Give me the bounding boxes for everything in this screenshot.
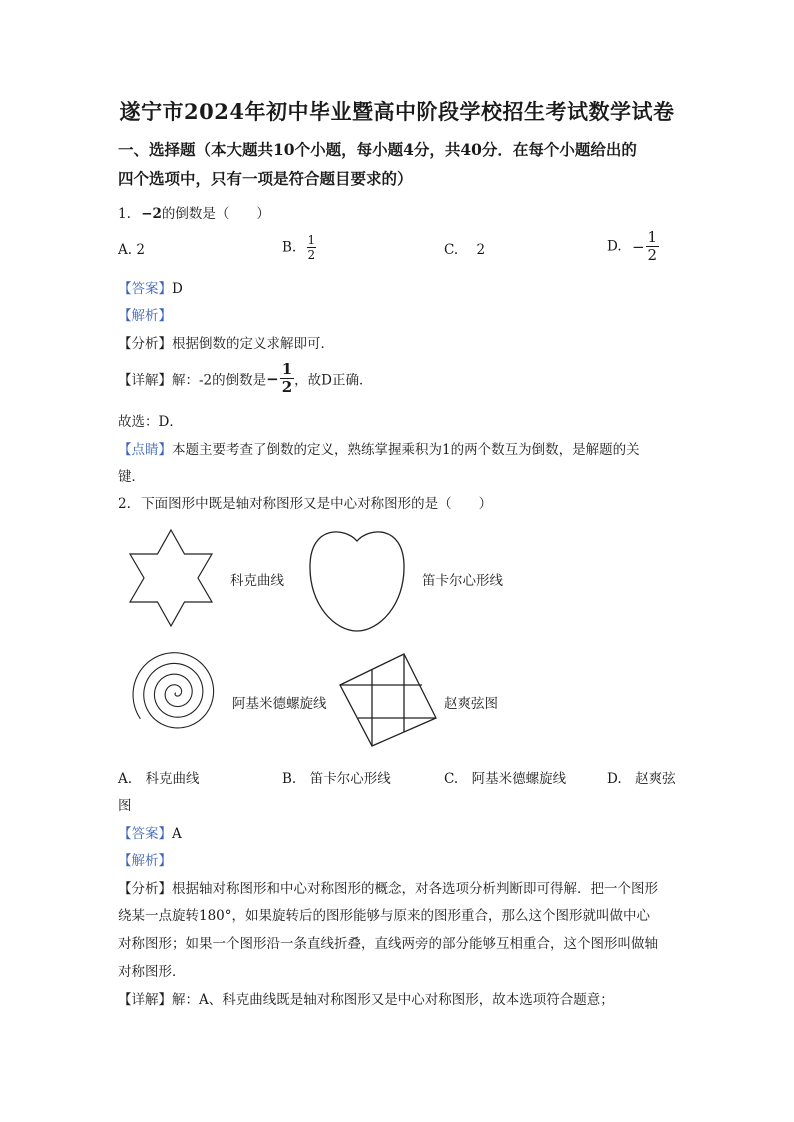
q1-option-a-value: 2 — [136, 242, 145, 258]
q2-detail-text: 解：A、科克曲线既是轴对称图形又是中心对称图形，故本选项符合题意； — [172, 992, 614, 1008]
q1-option-a — [118, 242, 145, 258]
q1-answer-value: D — [172, 281, 183, 297]
q1-option-d-denominator: 2 — [647, 246, 658, 264]
q1-comment-tag: 【点睛】 — [118, 442, 172, 458]
q1-option-b-fraction — [307, 234, 317, 261]
q1-detail-numerator: 1 — [281, 360, 293, 378]
q1-option-c-label: C. — [444, 242, 459, 258]
q1-detail-pre: 解：-2的倒数是 — [172, 372, 267, 389]
q1-option-d-sign: − — [631, 237, 645, 256]
q2-option-d: D. 赵爽弦 — [607, 771, 676, 787]
koch-curve-figure — [126, 528, 216, 628]
q1-option-b — [282, 234, 316, 261]
q2-detail — [118, 988, 614, 1008]
q2-analysis-tag: 【解析】 — [118, 853, 172, 869]
q2-number: 2. — [118, 496, 131, 512]
koch-label: 科克曲线 — [230, 573, 284, 589]
cardioid-figure — [305, 525, 409, 635]
q1-analysis-tag: 【解析】 — [118, 308, 172, 324]
q1-stem — [118, 202, 270, 222]
q1-fenxi — [118, 332, 334, 352]
q2-option-c: C. 阿基米德螺旋线 — [444, 771, 567, 787]
section-heading-line1: 一、选择题（本大题共10个小题，每小题4分，共40分．在每个小题给出的 — [118, 140, 637, 159]
q1-option-b-denominator: 2 — [307, 248, 316, 262]
q1-fenxi-tag: 【分析】 — [118, 336, 172, 352]
q1-option-d-numerator: 1 — [647, 228, 658, 246]
q1-answer-tag: 【答案】 — [118, 281, 172, 297]
q1-option-c — [444, 242, 485, 258]
q2-stem-text: 下面图形中既是轴对称图形又是中心对称图形的是（ ） — [141, 496, 493, 512]
q1-detail-fraction — [280, 362, 294, 395]
q2-option-a: A. 科克曲线 — [118, 771, 200, 787]
q2-answer — [118, 822, 182, 842]
q1-detail-post: ，故D正确． — [294, 372, 373, 389]
q1-option-c-value: 2 — [476, 242, 486, 258]
q1-comment-line1: 本题主要考查了倒数的定义，熟练掌握乘积为1的两个数互为倒数，是解题的关 — [172, 442, 640, 458]
q2-stem — [118, 492, 492, 512]
q1-expr: −2 — [141, 206, 162, 222]
spiral-label: 阿基米德螺旋线 — [232, 696, 327, 712]
q1-option-a-label: A. — [118, 242, 133, 258]
q1-detail-tag: 【详解】 — [118, 372, 172, 389]
q2-fenxi — [118, 877, 658, 897]
q1-detail-sign: − — [266, 369, 279, 388]
q1-number: 1. — [118, 206, 131, 222]
q1-comment — [118, 438, 640, 458]
q1-option-d-fraction — [646, 230, 660, 263]
q1-option-b-label: B. — [282, 239, 297, 256]
q2-fenxi-line3: 对称图形；如果一个图形沿一条直线折叠，直线两旁的部分能够互相重合，这个图形叫做轴 — [118, 936, 658, 952]
q2-answer-value: A — [172, 826, 182, 842]
q1-fenxi-text: 根据倒数的定义求解即可． — [172, 336, 334, 352]
section-heading-line2: 四个选项中，只有一项是符合题目要求的） — [118, 169, 413, 188]
page-title: 遂宁市2024年初中毕业暨高中阶段学校招生考试数学试卷 — [119, 99, 675, 124]
q1-comment-line2: 键． — [118, 469, 145, 485]
zhao-label: 赵爽弦图 — [444, 696, 498, 712]
q1-detail-denominator: 2 — [281, 378, 293, 396]
q2-option-b: B. 笛卡尔心形线 — [282, 771, 391, 787]
archimedean-spiral-figure — [126, 646, 222, 746]
q2-option-d-wrap: 图 — [118, 798, 132, 814]
q1-conclusion: 故选：D． — [118, 414, 183, 430]
q1-option-d — [607, 230, 659, 263]
q1-option-d-label: D. — [607, 238, 622, 255]
q2-fenxi-line4: 对称图形． — [118, 964, 186, 980]
q1-detail — [118, 362, 373, 395]
q2-fenxi-line1: 根据轴对称图形和中心对称图形的概念，对各选项分析判断即可得解．把一个图形 — [172, 881, 658, 897]
q1-answer — [118, 277, 183, 297]
zhao-shuang-figure — [338, 652, 438, 748]
cardioid-label: 笛卡尔心形线 — [422, 573, 503, 589]
q2-fenxi-line2: 绕某一点旋转180°，如果旋转后的图形能够与原来的图形重合，那么这个图形就叫做中心 — [118, 908, 651, 924]
q1-option-b-numerator: 1 — [307, 233, 316, 247]
q2-answer-tag: 【答案】 — [118, 826, 172, 842]
q1-stem-text: 的倒数是（ ） — [161, 206, 270, 222]
q2-detail-tag: 【详解】 — [118, 992, 172, 1008]
q2-fenxi-tag: 【分析】 — [118, 881, 172, 897]
